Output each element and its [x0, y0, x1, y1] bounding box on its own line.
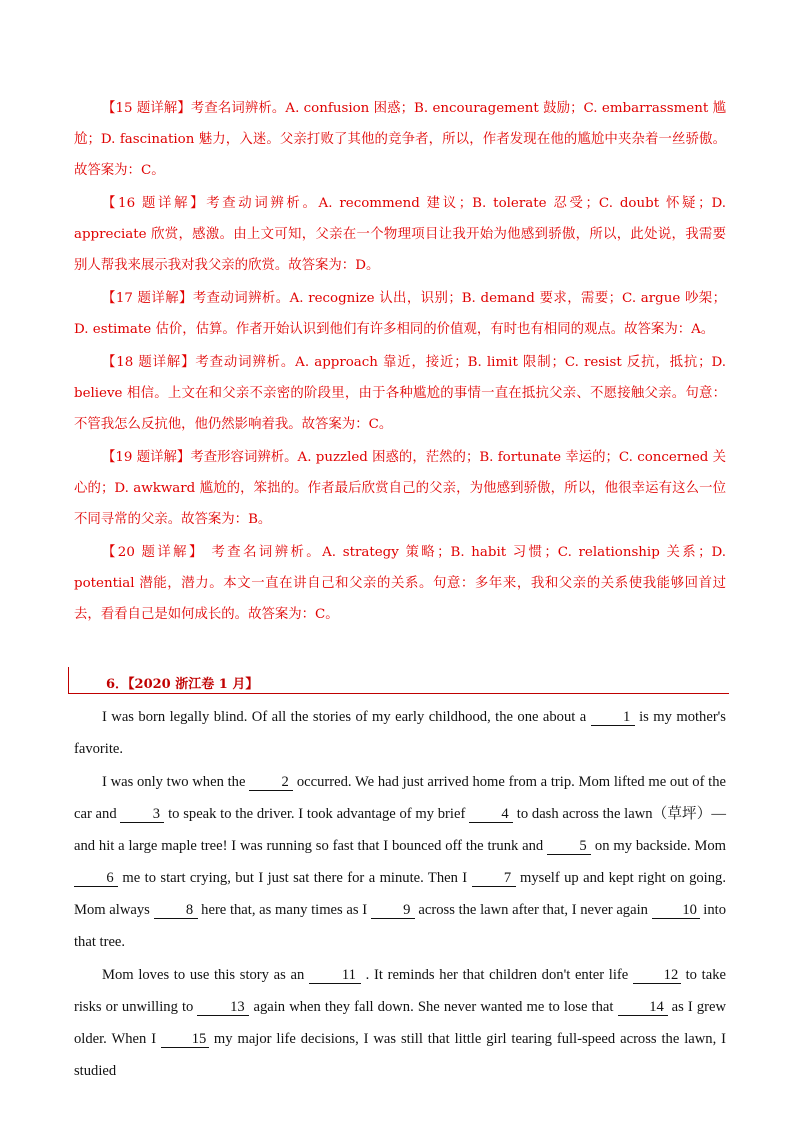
passage-text: Mom loves to use this story as an [102, 967, 309, 983]
blank-13: 13 [197, 999, 249, 1016]
answer-explanations [74, 93, 726, 632]
passage-text: me to start crying, but I just sat there for a minute. Then I [118, 870, 472, 886]
blank-12: 12 [633, 967, 681, 984]
passage-text: to dash across the lawn（草坪）—and hit a large maple tree! I was running so fast that I bounced off the trunk and [74, 806, 726, 854]
passage-text: . It reminds her that children don't enter life [360, 967, 633, 983]
answer-16: 【16 题详解】考查动词辨析。A. recommend 建议；B. tolerate 忍受；C. doubt 怀疑；D. appreciate 欣赏，感激。由上文可知，父亲在一个物理项目让我开始为他感到骄傲，所以，此处说，我需要别人帮我来展示我对我父亲的欣赏。故答案为：D。 [74, 196, 726, 273]
passage-text: here that, as many times as I [197, 902, 371, 918]
passage-text: is my mother's favorite. [74, 709, 726, 757]
passage-text: into that tree. [74, 902, 727, 950]
blank-9: 9 [371, 902, 415, 919]
answer-15: 【15 题详解】考查名词辨析。A. confusion 困惑；B. encouragement 鼓励；C. embarrassment 尴尬；D. fascination 魅力，入迷。父亲打败了其他的竞争者，所以，作者发现在他的尴尬中夹杂着一丝骄傲。故答案为：C。 [74, 101, 726, 178]
passage-text: as I grew older. When I [74, 999, 726, 1047]
passage-text: occurred. We had just arrived home from a trip. Mom lifted me out of the car and [74, 774, 726, 822]
passage-paragraph-2 [74, 766, 726, 958]
passage-text: to speak to the driver. I took advantage of my brief [164, 806, 470, 822]
passage-text: on my backside. Mom [591, 838, 727, 854]
passage-paragraph-3 [74, 959, 726, 1087]
blank-10: 10 [652, 902, 700, 919]
blank-11: 11 [309, 967, 361, 984]
passage-paragraph-1 [74, 701, 726, 765]
blank-15: 15 [161, 1031, 209, 1048]
answer-20: 【20 题详解】 考查名词辨析。A. strategy 策略；B. habit 习惯；C. relationship 关系；D. potential 潜能，潜力。本文一直在讲自己和父亲的关系。句意：多年来，我和父亲的关系使我能够回首过去，看看自己是如何成长的。故答案为：C。 [74, 545, 726, 622]
passage-text: I was born legally blind. Of all the stories of my early childhood, the one about a [102, 709, 591, 725]
section-heading [68, 667, 729, 694]
passage-text: again when they fall down. She never wanted me to lose that [249, 999, 618, 1015]
blank-4: 4 [469, 806, 513, 823]
passage-text: I was only two when the [102, 774, 250, 790]
blank-2: 2 [249, 774, 293, 791]
cloze-passage [74, 701, 726, 1088]
blank-14: 14 [618, 999, 668, 1016]
passage-text: across the lawn after that, I never again [414, 902, 652, 918]
answer-19: 【19 题详解】考查形容词辨析。A. puzzled 困惑的，茫然的；B. fortunate 幸运的；C. concerned 关心的；D. awkward 尴尬的，笨拙的。作者最后欣赏自己的父亲，为他感到骄傲，所以，他很幸运有这么一位不同寻常的父亲。故答案为：B。 [74, 450, 726, 527]
blank-5: 5 [547, 838, 591, 855]
blank-1: 1 [591, 709, 635, 726]
answer-17: 【17 题详解】考查动词辨析。A. recognize 认出，识别；B. demand 要求，需要；C. argue 吵架；D. estimate 估价，估算。作者开始认识到他们有许多相同的价值观，有时也有相同的观点。故答案为：A。 [74, 291, 726, 337]
section-title: 6．【2020 浙江卷 1 月】 [106, 677, 259, 692]
blank-7: 7 [472, 870, 516, 887]
answer-18: 【18 题详解】考查动词辨析。A. approach 靠近，接近；B. limit 限制；C. resist 反抗，抵抗；D. believe 相信。上文在和父亲不亲密的阶段里，由于各种尴尬的事情一直在抵抗父亲、不愿接触父亲。句意：不管我怎么反抗他，他仍然影响着我。故答案为：C。 [74, 355, 726, 432]
blank-6: 6 [74, 870, 118, 887]
passage-text: to take risks or unwilling to [74, 967, 726, 1015]
passage-text: myself up and kept right on going. Mom always [74, 870, 726, 918]
passage-text: my major life decisions, I was still that little girl tearing full-speed across the lawn, I studied [74, 1031, 727, 1079]
blank-3: 3 [120, 806, 164, 823]
blank-8: 8 [154, 902, 198, 919]
